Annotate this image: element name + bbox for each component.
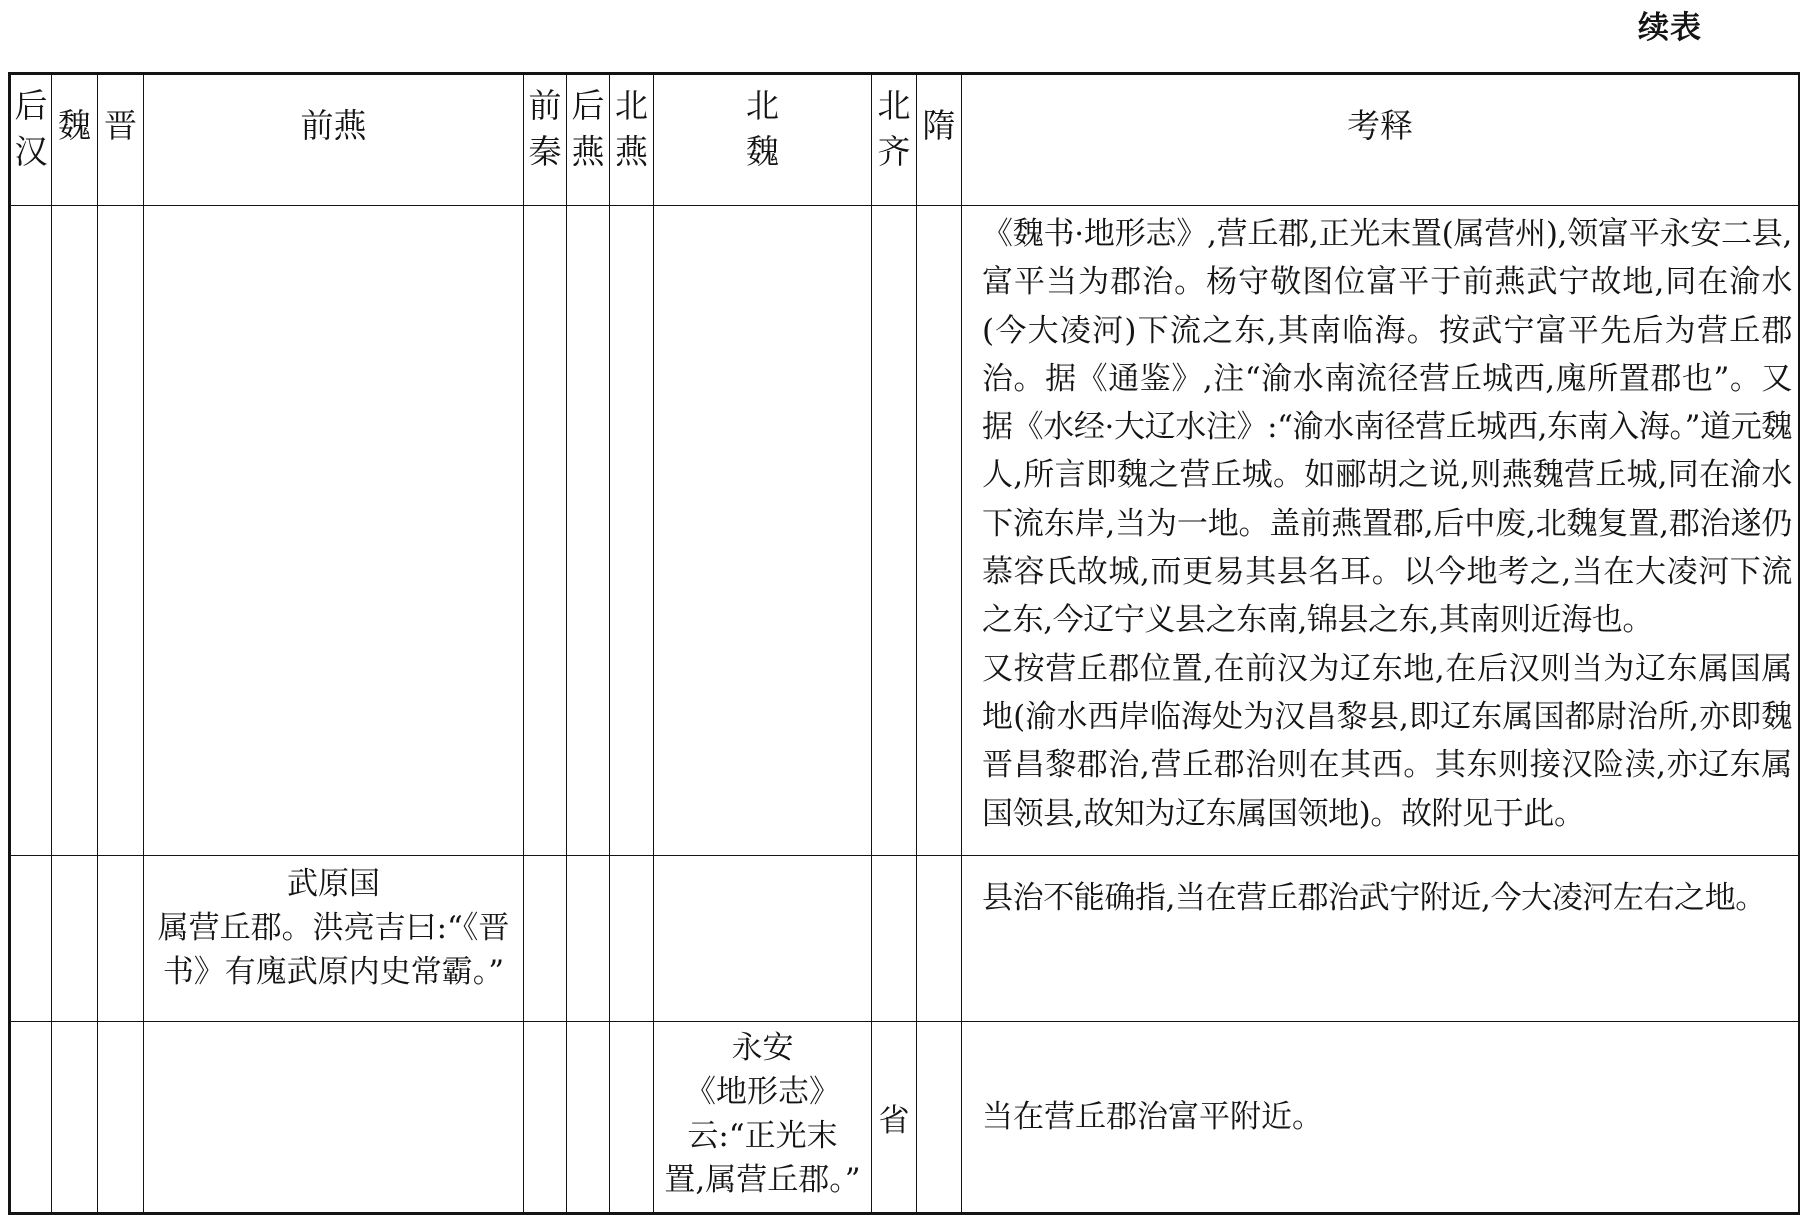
cell-wei (52, 856, 98, 1022)
kaoshi-paragraph: 县治不能确指,当在营丘郡治武宁附近,今大凌河左右之地。 (982, 880, 1766, 916)
header-sui: 隋 (917, 74, 962, 206)
dynasty-table (8, 72, 1800, 1215)
header-jin: 晋 (98, 74, 144, 206)
cell-hou-yan (567, 856, 610, 1022)
cell-qian-qin (524, 1022, 567, 1214)
cell-hou-han (10, 856, 52, 1022)
cell-hou-han (10, 206, 52, 856)
cell-hou-han (10, 1022, 52, 1214)
cell-bei-yan (610, 856, 654, 1022)
cell-qian-yan (144, 1022, 524, 1214)
cell-bei-qi (872, 856, 917, 1022)
table-row (10, 1022, 1800, 1214)
kaoshi-paragraph: 又按营丘郡位置,在前汉为辽东地,在后汉则当为辽东属国属地(渝水西岸临海处为汉昌黎县,即辽东属国都尉治所,亦即魏晋昌黎郡治,营丘郡治则在其西。其东则接汉险渎,亦辽东属国领县,故知为辽东属国领地)。故附见于此。 (982, 650, 1792, 832)
cell-bei-wei (654, 856, 872, 1022)
cell-sui (917, 856, 962, 1022)
cell-kaoshi (962, 856, 1800, 1022)
place-note: 云:“正光末 (687, 1118, 838, 1154)
place-note: 《地形志》 (685, 1074, 840, 1110)
place-note: 书》有廆武原内史常霸。” (162, 954, 505, 990)
cell-jin (98, 206, 144, 856)
header-kaoshi: 考释 (962, 74, 1800, 206)
header-bei-wei: 北 魏 (654, 74, 872, 206)
place-name: 永安 (731, 1030, 794, 1066)
cell-jin (98, 856, 144, 1022)
place-note: 属营丘郡。洪亮吉曰:“《晋 (157, 910, 510, 946)
place-note: 置,属营丘郡。” (664, 1162, 861, 1198)
kaoshi-paragraph: 《魏书·地形志》,营丘郡,正光末置(属营州),领富平永安二县,富平当为郡治。杨守敬图位富平于前燕武宁故地,同在渝水(今大凌河)下流之东,其南临海。按武宁富平先后为营丘郡治。据《通鉴》,注“渝水南流径营丘城西,廆所置郡也”。又据《水经·大辽水注》:“渝水南径营丘城西,东南入海。”道元魏人,所言即魏之营丘城。如郦胡之说,则燕魏营丘城,同在渝水下流东岸,当为一地。盖前燕置郡,后中废,北魏复置,郡治遂仍慕容氏故城,而更易其县名耳。以今地考之,当在大凌河下流之东,今辽宁义县之东南,锦县之东,其南则近海也。 (982, 216, 1792, 639)
cell-bei-qi: 省 (872, 1022, 917, 1214)
cell-qian-yan (144, 856, 524, 1022)
header-hou-yan: 后 燕 (567, 74, 610, 206)
header-bei-yan: 北 燕 (610, 74, 654, 206)
table-row (10, 206, 1800, 856)
header-bei-qi: 北 齐 (872, 74, 917, 206)
cell-qian-yan (144, 206, 524, 856)
cell-kaoshi (962, 206, 1800, 856)
cell-bei-yan (610, 206, 654, 856)
header-wei: 魏 (52, 74, 98, 206)
cell-bei-yan (610, 1022, 654, 1214)
cell-bei-qi (872, 206, 917, 856)
header-qian-qin: 前 秦 (524, 74, 567, 206)
cell-qian-qin (524, 206, 567, 856)
header-hou-han: 后 汉 (10, 74, 52, 206)
continued-table-label: 续表 (1638, 10, 1702, 46)
cell-sui (917, 1022, 962, 1214)
cell-wei (52, 1022, 98, 1214)
cell-jin (98, 1022, 144, 1214)
cell-hou-yan (567, 206, 610, 856)
cell-wei (52, 206, 98, 856)
header-qian-yan: 前燕 (144, 74, 524, 206)
cell-sui (917, 206, 962, 856)
kaoshi-paragraph: 当在营丘郡治富平附近。 (982, 1099, 1323, 1135)
place-name: 武原国 (287, 866, 380, 902)
cell-qian-qin (524, 856, 567, 1022)
cell-bei-wei (654, 1022, 872, 1214)
header-row (10, 74, 1800, 206)
cell-kaoshi (962, 1022, 1800, 1214)
cell-bei-wei (654, 206, 872, 856)
table-row (10, 856, 1800, 1022)
cell-hou-yan (567, 1022, 610, 1214)
